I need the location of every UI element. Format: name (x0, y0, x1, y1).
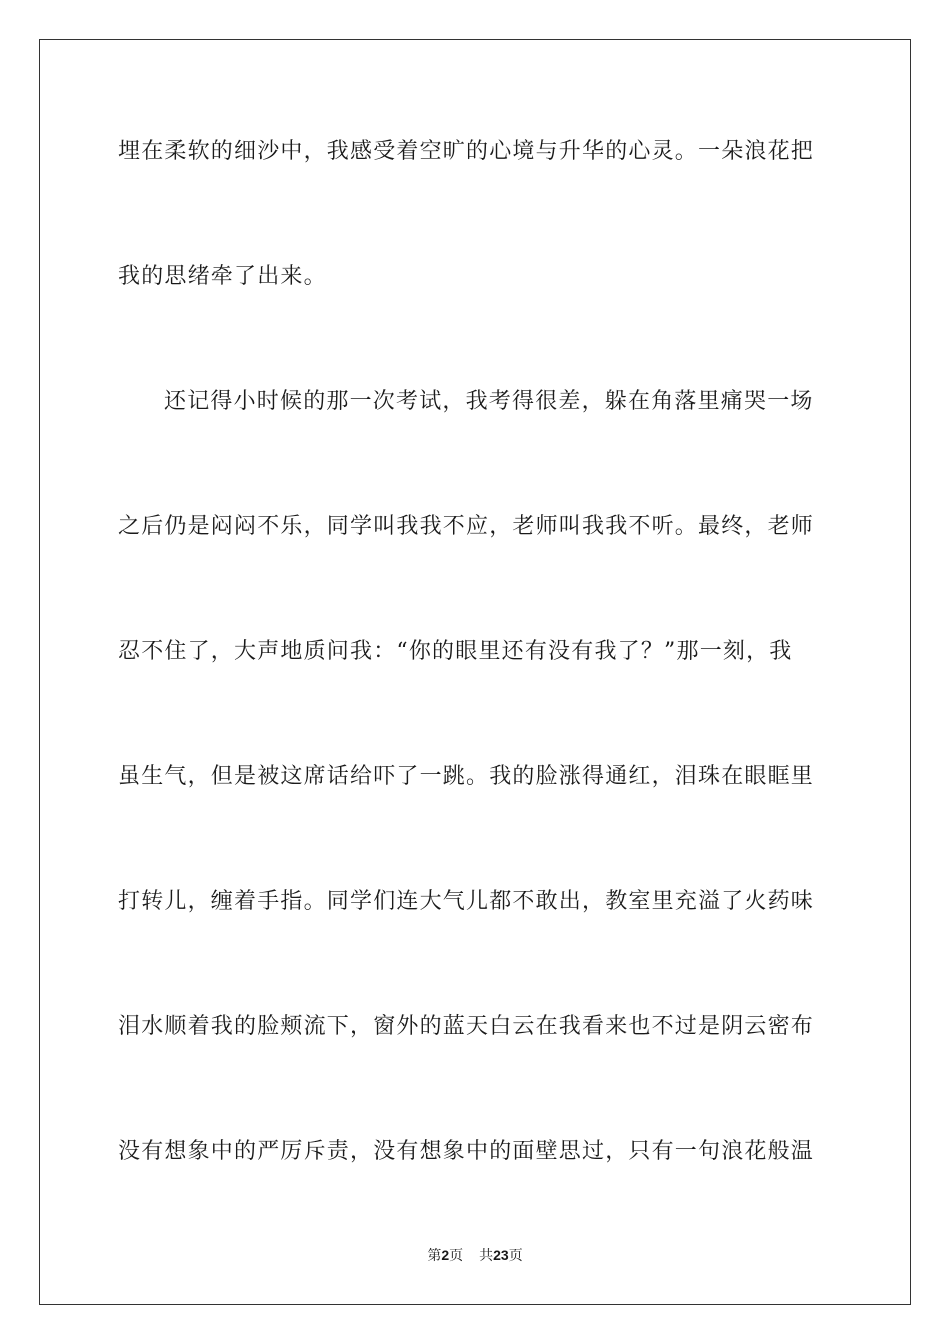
text-line-8: 泪水顺着我的脸颊流下，窗外的蓝天白云在我看来也不过是阴云密布 (118, 1014, 815, 1039)
text-line-9: 没有想象中的严厉斥责，没有想象中的面壁思过，只有一句浪花般温 (118, 1139, 815, 1164)
text-line-3: 还记得小时候的那一次考试，我考得很差，躲在角落里痛哭一场 (164, 389, 814, 414)
text-line-2: 我的思绪牵了出来。 (118, 264, 327, 289)
text-line-4: 之后仍是闷闷不乐，同学叫我我不应，老师叫我我不听。最终，老师 (118, 514, 815, 539)
footer-total-pages: 23 (493, 1247, 509, 1263)
document-body (118, 130, 834, 1255)
text-line-5: 忍不住了，大声地质问我：“你的眼里还有没有我了？”那一刻，我 (118, 639, 793, 664)
text-line-6: 虽生气，但是被这席话给吓了一跳。我的脸涨得通红，泪珠在眼眶里 (118, 764, 815, 789)
footer-page-suffix: 页 (449, 1248, 464, 1264)
footer-total-suffix: 页 (508, 1248, 523, 1264)
text-line-1: 埋在柔软的细沙中，我感受着空旷的心境与升华的心灵。一朵浪花把 (118, 139, 815, 164)
page-footer (0, 1245, 950, 1266)
footer-page-number: 2 (441, 1247, 450, 1263)
text-line-7: 打转儿，缠着手指。同学们连大气儿都不敢出，教室里充溢了火药味 (118, 889, 815, 914)
footer-page-prefix: 第 (427, 1248, 442, 1264)
footer-total-prefix: 共 (479, 1248, 494, 1264)
